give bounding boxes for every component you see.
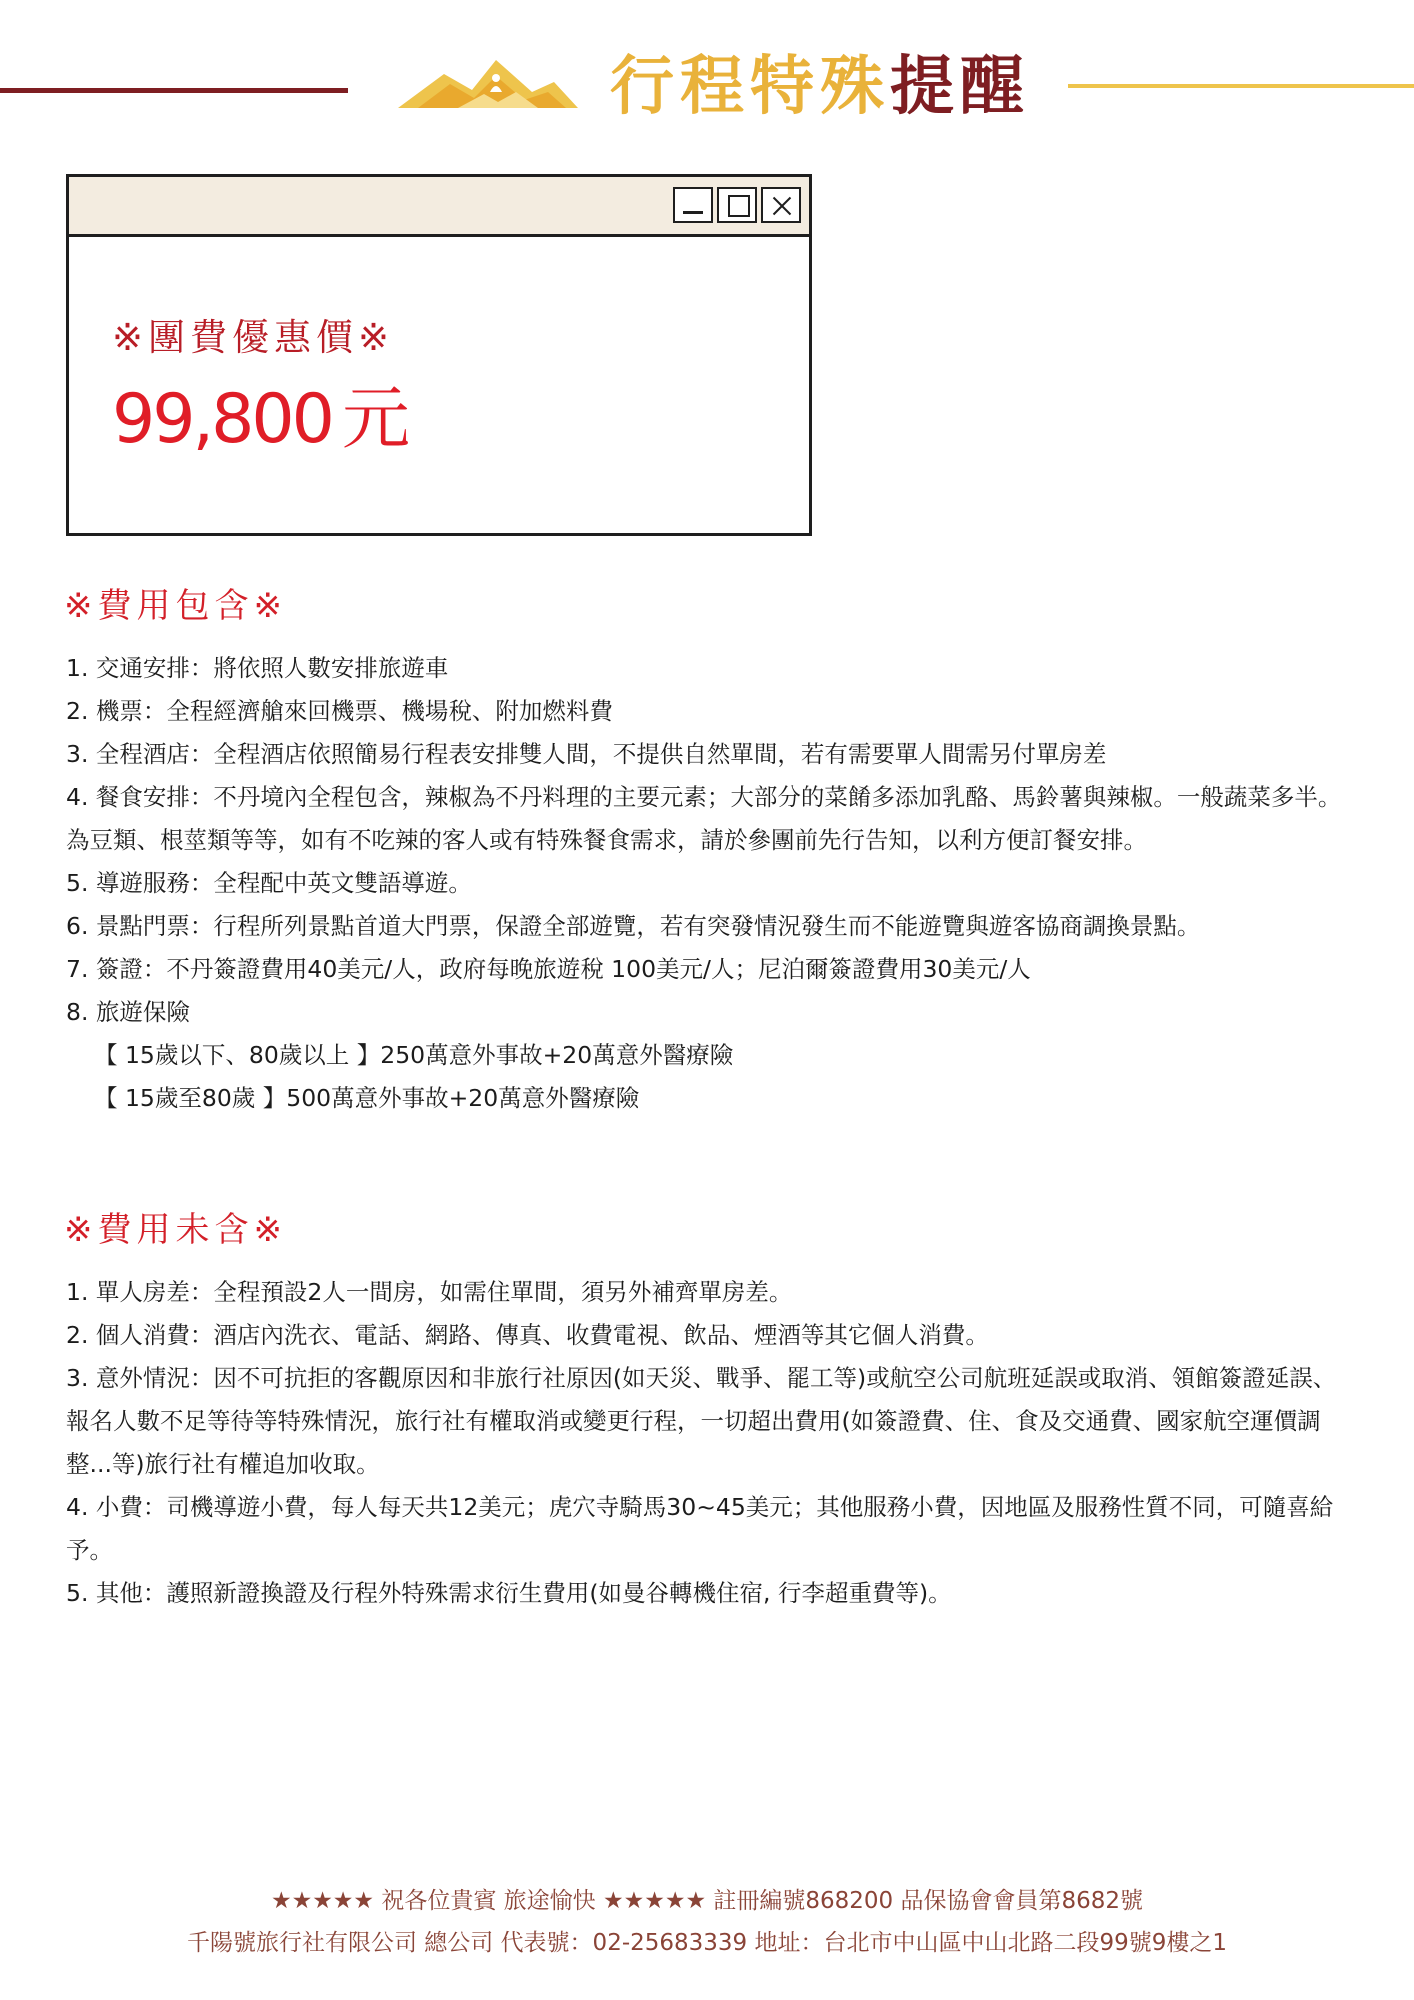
list-item: 1. 交通安排：將依照人數安排旅遊車 <box>66 654 449 682</box>
list-item: 6. 景點門票：行程所列景點首道大門票，保證全部遊覽，若有突發情況發生而不能遊覽與遊客協商調換景點。 <box>66 912 1201 940</box>
excluded-list <box>66 1271 1356 1615</box>
minimize-icon <box>673 187 713 223</box>
list-item: 4. 小費：司機導遊小費，每人每天共12美元；虎穴寺騎馬30~45美元；其他服務小費，因地區及服務性質不同，可隨喜給予。 <box>66 1493 1334 1564</box>
list-item: 4. 餐食安排：不丹境內全程包含，辣椒為不丹料理的主要元素；大部分的菜餚多添加乳酪、馬鈴薯與辣椒。一般蔬菜多半。為豆類、根莖類等等，如有不吃辣的客人或有特殊餐食需求，請於參團前先行告知，以利方便訂餐安排。 <box>66 783 1342 854</box>
included-section-title: ※費用包含※ <box>64 586 287 626</box>
page-title <box>610 44 1030 130</box>
price-label: ※團費優惠價※ <box>112 316 395 359</box>
close-icon <box>761 187 801 223</box>
list-item: 3. 全程酒店：全程酒店依照簡易行程表安排雙人間，不提供自然單間，若有需要單人間需另付單房差 <box>66 740 1107 768</box>
list-item: 3. 意外情況：因不可抗拒的客觀原因和非旅行社原因(如天災、戰爭、罷工等)或航空公司航班延誤或取消、領館簽證延誤、報名人數不足等待等特殊情況，旅行社有權取消或變更行程，一切超出費用(如簽證費、住、食及交通費、國家航空運價調整...等)旅行社有權追加收取。 <box>66 1364 1337 1478</box>
list-item: 2. 個人消費：酒店內洗衣、電話、網路、傳真、收費電視、飲品、煙酒等其它個人消費。 <box>66 1321 989 1349</box>
window-title-bar <box>69 177 809 237</box>
header-divider-left <box>0 88 348 93</box>
list-item: 5. 其他：護照新證換證及行程外特殊需求衍生費用(如曼谷轉機住宿, 行李超重費等)。 <box>66 1579 952 1607</box>
price-value <box>112 365 410 462</box>
footer-company-info: 千陽號旅行社有限公司 總公司 代表號：02-25683339 地址：台北市中山區中山北路二段99號9樓之1 <box>186 1930 1228 1956</box>
list-item: 2. 機票：全程經濟艙來回機票、機場稅、附加燃料費 <box>66 697 613 725</box>
price-unit: 元 <box>341 380 410 459</box>
excluded-section-title: ※費用未含※ <box>64 1210 287 1250</box>
window-controls <box>673 187 801 223</box>
price-window <box>66 174 812 536</box>
maximize-icon <box>717 187 757 223</box>
list-item: 5. 導遊服務：全程配中英文雙語導遊。 <box>66 869 472 897</box>
price-amount: 99,800 <box>112 380 332 459</box>
header-divider-right <box>1068 84 1414 88</box>
insurance-item: 【 15歲以下、80歲以上 】250萬意外事故+20萬意外醫療險 <box>94 1041 734 1069</box>
insurance-item: 【 15歲至80歲 】500萬意外事故+20萬意外醫療險 <box>94 1084 640 1112</box>
footer-greeting: ★★★★★ 祝各位貴賓 旅途愉快 ★★★★★ 註冊編號868200 品保協會會員第8682號 <box>270 1888 1144 1914</box>
page-title-part2: 提醒 <box>890 50 1030 124</box>
list-item: 1. 單人房差：全程預設2人一間房，如需住單間，須另外補齊單房差。 <box>66 1278 793 1306</box>
page-title-part1: 行程特殊 <box>610 50 890 124</box>
included-list <box>66 647 1356 1120</box>
list-item: 8. 旅遊保險 <box>66 998 190 1026</box>
list-item: 7. 簽證：不丹簽證費用40美元/人，政府每晚旅遊稅 100美元/人；尼泊爾簽證費用30美元/人 <box>66 955 1031 983</box>
mountain-temple-logo-icon <box>398 52 578 114</box>
